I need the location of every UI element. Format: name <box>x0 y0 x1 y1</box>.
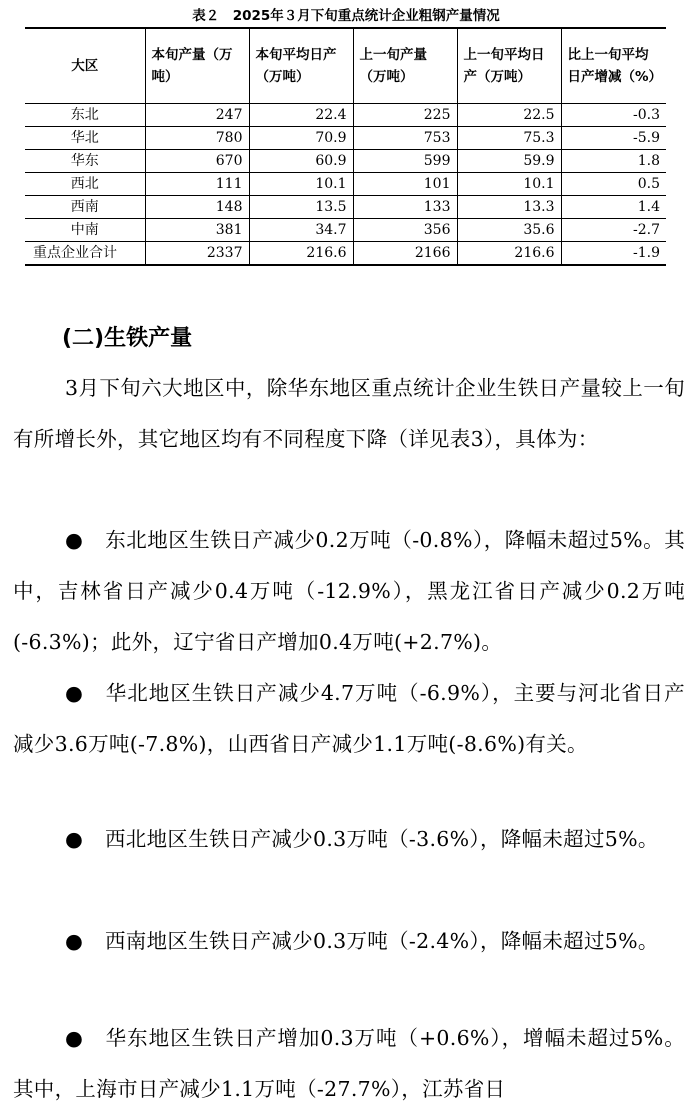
header-current-output: 本旬产量（万吨） <box>145 28 249 104</box>
bullet-paragraph <box>13 814 685 865</box>
cell-region: 重点企业合计 <box>25 242 145 266</box>
table-row <box>25 150 666 173</box>
cell-value: 670 <box>145 150 249 173</box>
header-change-percent: 比上一旬平均日产增减（%） <box>561 28 666 104</box>
bullet-paragraph <box>13 916 685 967</box>
cell-value: 148 <box>145 196 249 219</box>
bullet-text-northwest: 西北地区生铁日产减少0.3万吨（-3.6%），降幅未超过5%。 <box>105 827 659 851</box>
cell-value: 216.6 <box>249 242 353 266</box>
cell-value: 34.7 <box>249 219 353 242</box>
cell-value: 753 <box>353 127 457 150</box>
bullet-dot-icon: ● <box>65 528 84 552</box>
header-region: 大区 <box>25 28 145 104</box>
intro-text: 3月下旬六大地区中，除华东地区重点统计企业生铁日产量较上一旬有所增长外，其它地区均有不同程度下降（详见表3），具体为： <box>13 376 685 451</box>
crude-steel-table <box>25 27 666 266</box>
cell-value: 10.1 <box>457 173 561 196</box>
cell-value: 133 <box>353 196 457 219</box>
section-heading: (二)生铁产量 <box>62 326 193 351</box>
table-caption: 表２ 2025年３月下旬重点统计企业粗钢产量情况 <box>192 8 500 24</box>
cell-value: 2166 <box>353 242 457 266</box>
bullet-dot-icon: ● <box>65 681 84 705</box>
cell-value: 1.8 <box>561 150 666 173</box>
cell-region: 西北 <box>25 173 145 196</box>
cell-value: 2337 <box>145 242 249 266</box>
bullet-dot-icon: ● <box>65 929 84 953</box>
cell-value: 216.6 <box>457 242 561 266</box>
header-previous-output: 上一旬产量（万吨） <box>353 28 457 104</box>
cell-value: 13.5 <box>249 196 353 219</box>
cell-value: 75.3 <box>457 127 561 150</box>
cell-value: 1.4 <box>561 196 666 219</box>
table-row <box>25 173 666 196</box>
cell-region: 中南 <box>25 219 145 242</box>
header-current-daily: 本旬平均日产（万吨） <box>249 28 353 104</box>
bullet-paragraph <box>13 668 685 770</box>
table-total-row <box>25 242 666 266</box>
cell-value: 22.4 <box>249 104 353 127</box>
cell-value: 780 <box>145 127 249 150</box>
cell-value: 101 <box>353 173 457 196</box>
cell-value: 60.9 <box>249 150 353 173</box>
table-row <box>25 219 666 242</box>
bullet-text-east: 华东地区生铁日产增加0.3万吨（+0.6%），增幅未超过5%。其中，上海市日产减少1.1万吨（-27.7%），江苏省日 <box>13 1026 685 1101</box>
header-previous-daily: 上一旬平均日产（万吨） <box>457 28 561 104</box>
bullet-paragraph <box>13 1013 685 1115</box>
cell-value: -0.3 <box>561 104 666 127</box>
cell-value: 10.1 <box>249 173 353 196</box>
table-header-row <box>25 28 666 104</box>
cell-value: 59.9 <box>457 150 561 173</box>
bullet-dot-icon: ● <box>65 1026 84 1050</box>
cell-value: 0.5 <box>561 173 666 196</box>
cell-value: -5.9 <box>561 127 666 150</box>
cell-value: 247 <box>145 104 249 127</box>
bullet-text-northeast: 东北地区生铁日产减少0.2万吨（-0.8%），降幅未超过5%。其中，吉林省日产减少0.4万吨（-12.9%），黑龙江省日产减少0.2万吨(-6.3%)；此外，辽宁省日产增加0.4万吨(+2.7%)。 <box>13 528 685 654</box>
cell-value: 111 <box>145 173 249 196</box>
cell-value: 13.3 <box>457 196 561 219</box>
cell-value: -1.9 <box>561 242 666 266</box>
cell-region: 西南 <box>25 196 145 219</box>
bullet-paragraph <box>13 515 685 668</box>
cell-value: 22.5 <box>457 104 561 127</box>
cell-value: 35.6 <box>457 219 561 242</box>
table-row <box>25 196 666 219</box>
cell-value: 599 <box>353 150 457 173</box>
bullet-dot-icon: ● <box>65 827 84 851</box>
table-row <box>25 127 666 150</box>
cell-region: 华北 <box>25 127 145 150</box>
cell-region: 东北 <box>25 104 145 127</box>
table-row <box>25 104 666 127</box>
cell-value: 356 <box>353 219 457 242</box>
cell-value: 70.9 <box>249 127 353 150</box>
intro-paragraph <box>13 363 685 465</box>
cell-region: 华东 <box>25 150 145 173</box>
cell-value: 381 <box>145 219 249 242</box>
cell-value: 225 <box>353 104 457 127</box>
cell-value: -2.7 <box>561 219 666 242</box>
bullet-text-southwest: 西南地区生铁日产减少0.3万吨（-2.4%），降幅未超过5%。 <box>105 929 659 953</box>
bullet-text-north: 华北地区生铁日产减少4.7万吨（-6.9%），主要与河北省日产减少3.6万吨(-7.8%)，山西省日产减少1.1万吨(-8.6%)有关。 <box>13 681 685 756</box>
